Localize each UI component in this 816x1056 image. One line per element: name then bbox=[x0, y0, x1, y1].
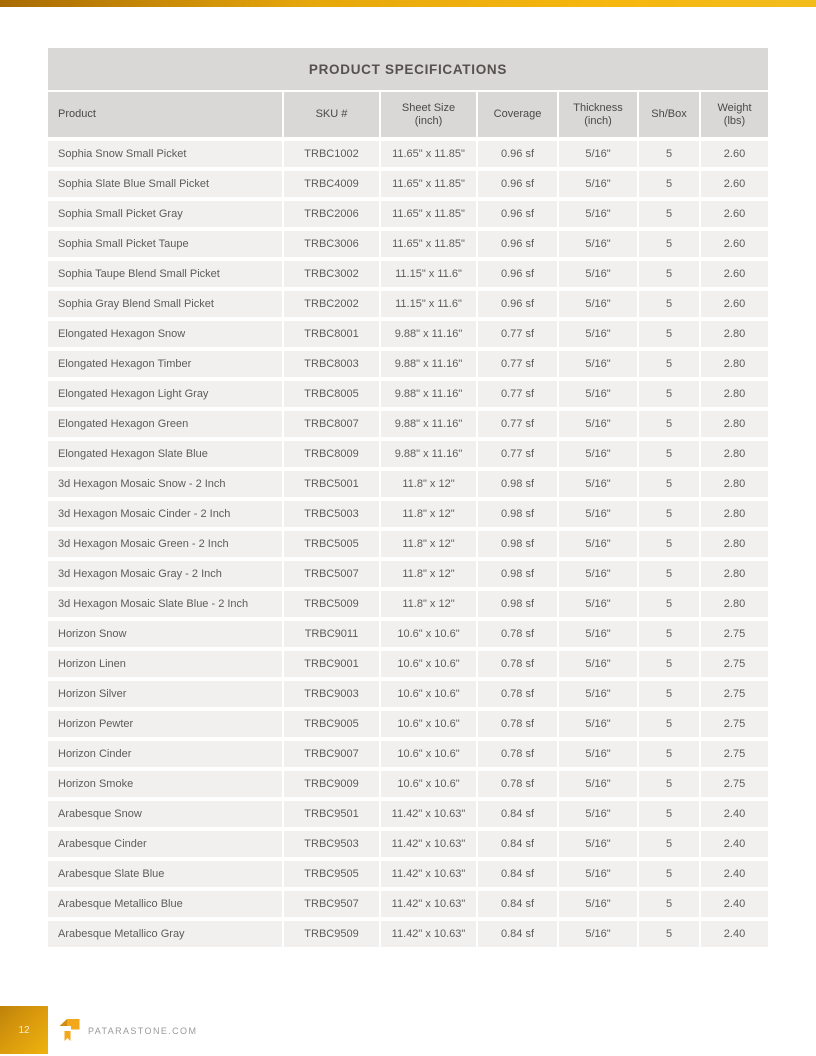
table-body bbox=[48, 141, 768, 947]
cell-sku: TRBC8009 bbox=[284, 441, 379, 467]
cell-product: 3d Hexagon Mosaic Snow - 2 Inch bbox=[48, 471, 282, 497]
cell-sku: TRBC2002 bbox=[284, 291, 379, 317]
cell-sheet-size: 9.88" x 11.16" bbox=[381, 411, 476, 437]
table-row bbox=[48, 471, 768, 497]
cell-thickness: 5/16" bbox=[559, 861, 637, 887]
cell-coverage: 0.78 sf bbox=[478, 771, 557, 797]
cell-thickness: 5/16" bbox=[559, 561, 637, 587]
cell-weight: 2.60 bbox=[701, 261, 768, 287]
cell-weight: 2.40 bbox=[701, 861, 768, 887]
cell-sku: TRBC8007 bbox=[284, 411, 379, 437]
cell-thickness: 5/16" bbox=[559, 801, 637, 827]
cell-sheet-size: 10.6" x 10.6" bbox=[381, 771, 476, 797]
cell-product: Sophia Small Picket Gray bbox=[48, 201, 282, 227]
cell-thickness: 5/16" bbox=[559, 681, 637, 707]
cell-coverage: 0.78 sf bbox=[478, 741, 557, 767]
cell-sheet-size: 11.42" x 10.63" bbox=[381, 861, 476, 887]
cell-sheet-size: 9.88" x 11.16" bbox=[381, 321, 476, 347]
table-row bbox=[48, 441, 768, 467]
cell-sku: TRBC9007 bbox=[284, 741, 379, 767]
cell-thickness: 5/16" bbox=[559, 351, 637, 377]
cell-coverage: 0.77 sf bbox=[478, 351, 557, 377]
table-row bbox=[48, 681, 768, 707]
cell-product: Horizon Silver bbox=[48, 681, 282, 707]
cell-product: Sophia Gray Blend Small Picket bbox=[48, 291, 282, 317]
cell-thickness: 5/16" bbox=[559, 831, 637, 857]
patara-logo-icon bbox=[57, 1017, 82, 1043]
cell-product: 3d Hexagon Mosaic Slate Blue - 2 Inch bbox=[48, 591, 282, 617]
cell-coverage: 0.96 sf bbox=[478, 261, 557, 287]
table-row bbox=[48, 621, 768, 647]
cell-weight: 2.80 bbox=[701, 381, 768, 407]
cell-product: Arabesque Cinder bbox=[48, 831, 282, 857]
cell-sheet-size: 9.88" x 11.16" bbox=[381, 441, 476, 467]
cell-coverage: 0.84 sf bbox=[478, 891, 557, 917]
cell-coverage: 0.77 sf bbox=[478, 321, 557, 347]
cell-weight: 2.75 bbox=[701, 711, 768, 737]
column-header-sheet-size: Sheet Size (inch) bbox=[381, 92, 476, 137]
cell-weight: 2.60 bbox=[701, 231, 768, 257]
cell-thickness: 5/16" bbox=[559, 531, 637, 557]
cell-sheet-size: 11.65" x 11.85" bbox=[381, 201, 476, 227]
cell-sh-box: 5 bbox=[639, 831, 699, 857]
cell-sku: TRBC5007 bbox=[284, 561, 379, 587]
table-row bbox=[48, 261, 768, 287]
cell-sh-box: 5 bbox=[639, 561, 699, 587]
cell-sh-box: 5 bbox=[639, 261, 699, 287]
cell-weight: 2.80 bbox=[701, 411, 768, 437]
cell-sh-box: 5 bbox=[639, 471, 699, 497]
cell-sku: TRBC9001 bbox=[284, 651, 379, 677]
cell-weight: 2.60 bbox=[701, 291, 768, 317]
cell-coverage: 0.84 sf bbox=[478, 921, 557, 947]
page-number-badge bbox=[0, 1006, 48, 1054]
cell-sh-box: 5 bbox=[639, 621, 699, 647]
cell-sku: TRBC2006 bbox=[284, 201, 379, 227]
cell-thickness: 5/16" bbox=[559, 381, 637, 407]
cell-sh-box: 5 bbox=[639, 711, 699, 737]
cell-weight: 2.80 bbox=[701, 501, 768, 527]
cell-sh-box: 5 bbox=[639, 291, 699, 317]
cell-coverage: 0.77 sf bbox=[478, 441, 557, 467]
cell-product: Horizon Smoke bbox=[48, 771, 282, 797]
cell-product: Sophia Taupe Blend Small Picket bbox=[48, 261, 282, 287]
cell-sheet-size: 9.88" x 11.16" bbox=[381, 381, 476, 407]
cell-sheet-size: 11.65" x 11.85" bbox=[381, 231, 476, 257]
cell-coverage: 0.84 sf bbox=[478, 861, 557, 887]
cell-sh-box: 5 bbox=[639, 801, 699, 827]
table-row bbox=[48, 321, 768, 347]
cell-product: Arabesque Slate Blue bbox=[48, 861, 282, 887]
cell-sku: TRBC9011 bbox=[284, 621, 379, 647]
table-title: PRODUCT SPECIFICATIONS bbox=[48, 48, 768, 90]
cell-coverage: 0.98 sf bbox=[478, 531, 557, 557]
cell-weight: 2.80 bbox=[701, 591, 768, 617]
cell-weight: 2.75 bbox=[701, 771, 768, 797]
cell-sku: TRBC3002 bbox=[284, 261, 379, 287]
cell-sh-box: 5 bbox=[639, 681, 699, 707]
cell-coverage: 0.77 sf bbox=[478, 381, 557, 407]
cell-sku: TRBC9505 bbox=[284, 861, 379, 887]
cell-thickness: 5/16" bbox=[559, 591, 637, 617]
cell-sku: TRBC4009 bbox=[284, 171, 379, 197]
cell-weight: 2.60 bbox=[701, 171, 768, 197]
table-header-row bbox=[48, 92, 768, 137]
table-row bbox=[48, 201, 768, 227]
cell-sh-box: 5 bbox=[639, 201, 699, 227]
cell-sheet-size: 10.6" x 10.6" bbox=[381, 681, 476, 707]
cell-sheet-size: 11.15" x 11.6" bbox=[381, 261, 476, 287]
table-row bbox=[48, 381, 768, 407]
cell-product: Horizon Linen bbox=[48, 651, 282, 677]
footer-brand-text: PATARASTONE.COM bbox=[88, 1026, 198, 1036]
cell-thickness: 5/16" bbox=[559, 291, 637, 317]
cell-sh-box: 5 bbox=[639, 441, 699, 467]
table-row bbox=[48, 531, 768, 557]
cell-product: 3d Hexagon Mosaic Gray - 2 Inch bbox=[48, 561, 282, 587]
cell-sheet-size: 11.8" x 12" bbox=[381, 501, 476, 527]
cell-sku: TRBC5009 bbox=[284, 591, 379, 617]
table-row bbox=[48, 561, 768, 587]
cell-coverage: 0.96 sf bbox=[478, 231, 557, 257]
cell-sheet-size: 10.6" x 10.6" bbox=[381, 621, 476, 647]
cell-weight: 2.40 bbox=[701, 831, 768, 857]
cell-weight: 2.80 bbox=[701, 351, 768, 377]
cell-thickness: 5/16" bbox=[559, 891, 637, 917]
cell-coverage: 0.84 sf bbox=[478, 801, 557, 827]
cell-thickness: 5/16" bbox=[559, 651, 637, 677]
table-row bbox=[48, 741, 768, 767]
cell-sh-box: 5 bbox=[639, 141, 699, 167]
cell-coverage: 0.84 sf bbox=[478, 831, 557, 857]
cell-weight: 2.75 bbox=[701, 621, 768, 647]
table-row bbox=[48, 891, 768, 917]
cell-thickness: 5/16" bbox=[559, 201, 637, 227]
cell-coverage: 0.96 sf bbox=[478, 141, 557, 167]
cell-thickness: 5/16" bbox=[559, 261, 637, 287]
cell-weight: 2.40 bbox=[701, 921, 768, 947]
cell-thickness: 5/16" bbox=[559, 231, 637, 257]
table-row bbox=[48, 591, 768, 617]
cell-thickness: 5/16" bbox=[559, 501, 637, 527]
cell-sh-box: 5 bbox=[639, 321, 699, 347]
cell-sh-box: 5 bbox=[639, 381, 699, 407]
cell-coverage: 0.96 sf bbox=[478, 171, 557, 197]
page-number: 12 bbox=[18, 1024, 30, 1036]
cell-weight: 2.40 bbox=[701, 891, 768, 917]
cell-sku: TRBC3006 bbox=[284, 231, 379, 257]
cell-product: Horizon Snow bbox=[48, 621, 282, 647]
cell-sheet-size: 11.8" x 12" bbox=[381, 561, 476, 587]
cell-sheet-size: 10.6" x 10.6" bbox=[381, 711, 476, 737]
cell-coverage: 0.77 sf bbox=[478, 411, 557, 437]
cell-sh-box: 5 bbox=[639, 891, 699, 917]
table-row bbox=[48, 651, 768, 677]
cell-thickness: 5/16" bbox=[559, 471, 637, 497]
cell-product: 3d Hexagon Mosaic Cinder - 2 Inch bbox=[48, 501, 282, 527]
cell-sh-box: 5 bbox=[639, 651, 699, 677]
cell-sh-box: 5 bbox=[639, 861, 699, 887]
cell-sh-box: 5 bbox=[639, 501, 699, 527]
table-row bbox=[48, 921, 768, 947]
cell-sku: TRBC5001 bbox=[284, 471, 379, 497]
cell-product: Elongated Hexagon Timber bbox=[48, 351, 282, 377]
cell-sh-box: 5 bbox=[639, 351, 699, 377]
cell-sheet-size: 11.42" x 10.63" bbox=[381, 831, 476, 857]
cell-weight: 2.80 bbox=[701, 561, 768, 587]
cell-sheet-size: 11.15" x 11.6" bbox=[381, 291, 476, 317]
column-header-weight: Weight (lbs) bbox=[701, 92, 768, 137]
cell-weight: 2.75 bbox=[701, 651, 768, 677]
cell-thickness: 5/16" bbox=[559, 621, 637, 647]
table-row bbox=[48, 231, 768, 257]
cell-coverage: 0.96 sf bbox=[478, 201, 557, 227]
cell-weight: 2.60 bbox=[701, 201, 768, 227]
table-row bbox=[48, 711, 768, 737]
cell-sheet-size: 11.42" x 10.63" bbox=[381, 921, 476, 947]
cell-product: Elongated Hexagon Green bbox=[48, 411, 282, 437]
cell-coverage: 0.78 sf bbox=[478, 681, 557, 707]
cell-product: Elongated Hexagon Slate Blue bbox=[48, 441, 282, 467]
column-header-product: Product bbox=[48, 92, 282, 137]
cell-sh-box: 5 bbox=[639, 171, 699, 197]
cell-weight: 2.75 bbox=[701, 741, 768, 767]
cell-sku: TRBC9503 bbox=[284, 831, 379, 857]
table-row bbox=[48, 831, 768, 857]
cell-product: Arabesque Metallico Blue bbox=[48, 891, 282, 917]
cell-sku: TRBC8003 bbox=[284, 351, 379, 377]
cell-thickness: 5/16" bbox=[559, 171, 637, 197]
cell-sku: TRBC9009 bbox=[284, 771, 379, 797]
cell-weight: 2.40 bbox=[701, 801, 768, 827]
cell-sku: TRBC9003 bbox=[284, 681, 379, 707]
column-header-coverage: Coverage bbox=[478, 92, 557, 137]
cell-thickness: 5/16" bbox=[559, 741, 637, 767]
cell-sh-box: 5 bbox=[639, 771, 699, 797]
cell-thickness: 5/16" bbox=[559, 441, 637, 467]
cell-sheet-size: 10.6" x 10.6" bbox=[381, 651, 476, 677]
cell-thickness: 5/16" bbox=[559, 711, 637, 737]
cell-coverage: 0.98 sf bbox=[478, 501, 557, 527]
cell-weight: 2.75 bbox=[701, 681, 768, 707]
cell-sku: TRBC1002 bbox=[284, 141, 379, 167]
cell-sh-box: 5 bbox=[639, 741, 699, 767]
cell-sh-box: 5 bbox=[639, 231, 699, 257]
cell-sheet-size: 11.65" x 11.85" bbox=[381, 171, 476, 197]
cell-sku: TRBC5005 bbox=[284, 531, 379, 557]
cell-product: Sophia Snow Small Picket bbox=[48, 141, 282, 167]
cell-product: Sophia Small Picket Taupe bbox=[48, 231, 282, 257]
cell-sheet-size: 10.6" x 10.6" bbox=[381, 741, 476, 767]
cell-product: Sophia Slate Blue Small Picket bbox=[48, 171, 282, 197]
cell-sh-box: 5 bbox=[639, 531, 699, 557]
cell-sheet-size: 11.8" x 12" bbox=[381, 471, 476, 497]
cell-sheet-size: 11.65" x 11.85" bbox=[381, 141, 476, 167]
cell-sheet-size: 11.8" x 12" bbox=[381, 591, 476, 617]
cell-product: Arabesque Snow bbox=[48, 801, 282, 827]
cell-coverage: 0.78 sf bbox=[478, 621, 557, 647]
top-accent-bar bbox=[0, 0, 816, 7]
product-specifications-table bbox=[48, 48, 768, 951]
cell-thickness: 5/16" bbox=[559, 411, 637, 437]
cell-weight: 2.80 bbox=[701, 531, 768, 557]
cell-sh-box: 5 bbox=[639, 411, 699, 437]
cell-product: Elongated Hexagon Snow bbox=[48, 321, 282, 347]
cell-thickness: 5/16" bbox=[559, 321, 637, 347]
table-row bbox=[48, 771, 768, 797]
column-header-sku: SKU # bbox=[284, 92, 379, 137]
cell-sh-box: 5 bbox=[639, 921, 699, 947]
cell-product: Arabesque Metallico Gray bbox=[48, 921, 282, 947]
table-row bbox=[48, 501, 768, 527]
column-header-sh-box: Sh/Box bbox=[639, 92, 699, 137]
cell-sku: TRBC8005 bbox=[284, 381, 379, 407]
cell-product: Horizon Cinder bbox=[48, 741, 282, 767]
table-row bbox=[48, 291, 768, 317]
cell-sku: TRBC9005 bbox=[284, 711, 379, 737]
cell-sheet-size: 11.42" x 10.63" bbox=[381, 891, 476, 917]
cell-sku: TRBC9501 bbox=[284, 801, 379, 827]
cell-product: 3d Hexagon Mosaic Green - 2 Inch bbox=[48, 531, 282, 557]
table-row bbox=[48, 351, 768, 377]
cell-coverage: 0.98 sf bbox=[478, 591, 557, 617]
cell-product: Elongated Hexagon Light Gray bbox=[48, 381, 282, 407]
cell-sku: TRBC9509 bbox=[284, 921, 379, 947]
table-row bbox=[48, 801, 768, 827]
cell-thickness: 5/16" bbox=[559, 771, 637, 797]
cell-sheet-size: 11.42" x 10.63" bbox=[381, 801, 476, 827]
cell-coverage: 0.96 sf bbox=[478, 291, 557, 317]
cell-sheet-size: 11.8" x 12" bbox=[381, 531, 476, 557]
table-row bbox=[48, 861, 768, 887]
table-row bbox=[48, 411, 768, 437]
column-header-thickness: Thickness (inch) bbox=[559, 92, 637, 137]
cell-sku: TRBC9507 bbox=[284, 891, 379, 917]
cell-sku: TRBC5003 bbox=[284, 501, 379, 527]
cell-weight: 2.80 bbox=[701, 441, 768, 467]
table-row bbox=[48, 171, 768, 197]
table-row bbox=[48, 141, 768, 167]
cell-weight: 2.80 bbox=[701, 321, 768, 347]
cell-weight: 2.80 bbox=[701, 471, 768, 497]
cell-coverage: 0.98 sf bbox=[478, 561, 557, 587]
cell-product: Horizon Pewter bbox=[48, 711, 282, 737]
cell-coverage: 0.78 sf bbox=[478, 711, 557, 737]
cell-sh-box: 5 bbox=[639, 591, 699, 617]
cell-sku: TRBC8001 bbox=[284, 321, 379, 347]
cell-sheet-size: 9.88" x 11.16" bbox=[381, 351, 476, 377]
cell-thickness: 5/16" bbox=[559, 141, 637, 167]
cell-weight: 2.60 bbox=[701, 141, 768, 167]
cell-thickness: 5/16" bbox=[559, 921, 637, 947]
cell-coverage: 0.98 sf bbox=[478, 471, 557, 497]
cell-coverage: 0.78 sf bbox=[478, 651, 557, 677]
